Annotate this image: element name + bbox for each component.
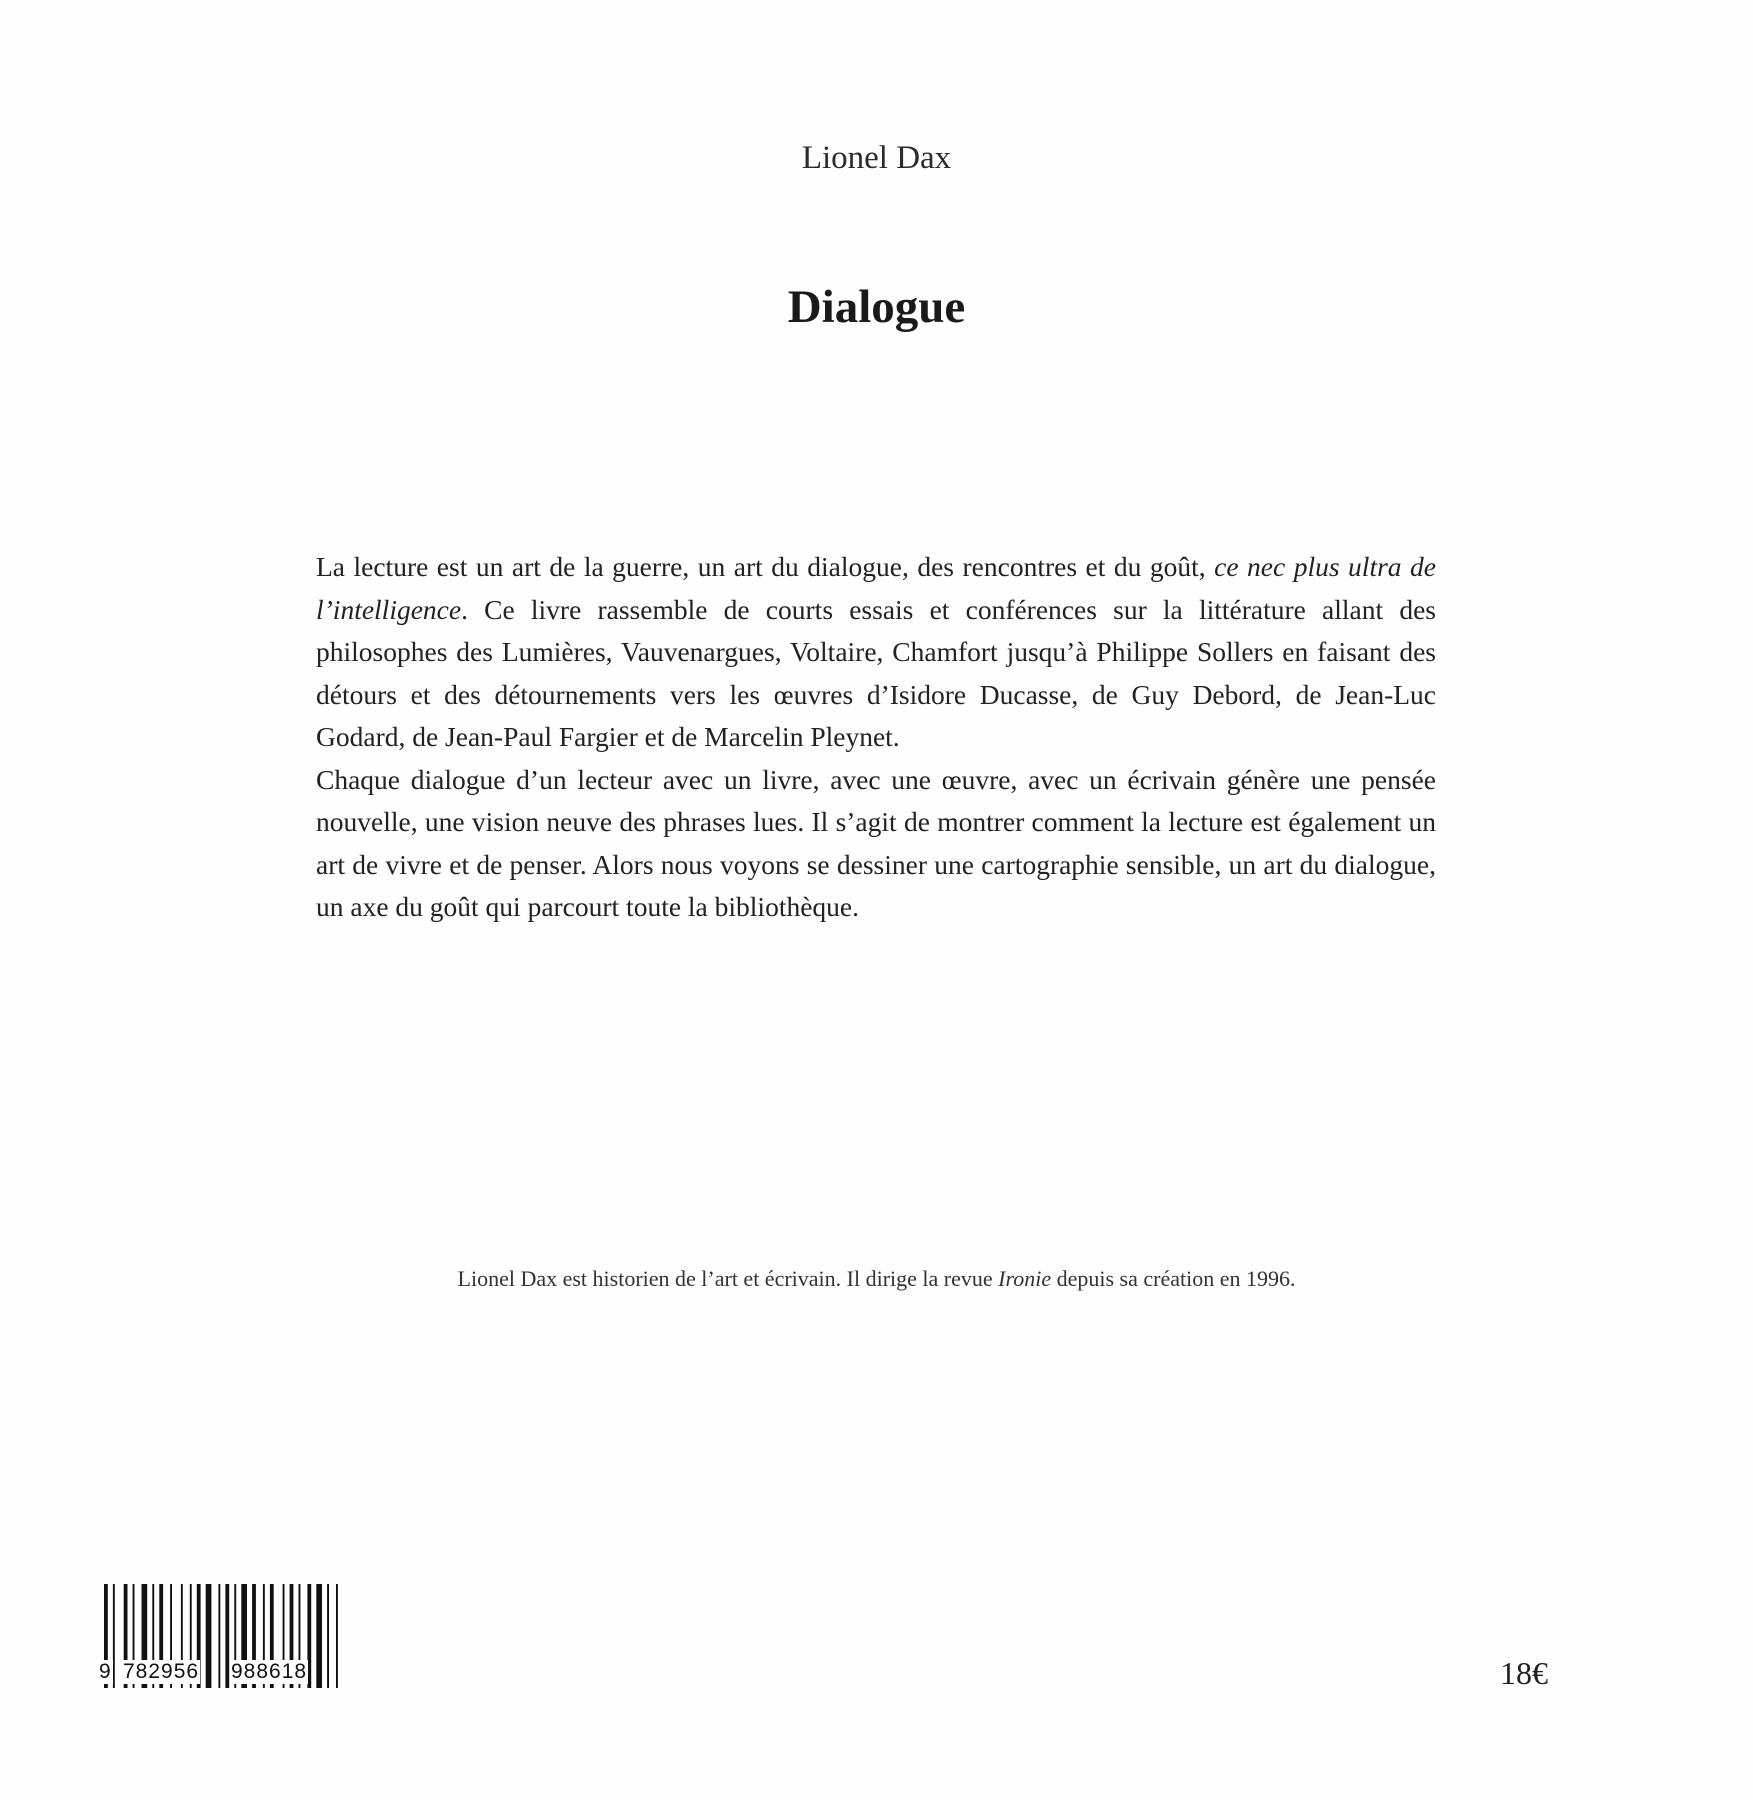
book-blurb xyxy=(316,546,1436,929)
journal-name: Ironie xyxy=(998,1266,1052,1291)
price-label: 18€ xyxy=(1500,1655,1548,1691)
blurb-quote: ce nec plus ultra de l’intelligence xyxy=(316,551,1436,625)
blurb-paragraph-2: Chaque dialogue d’un lecteur avec un livre, avec une œuvre, avec un écrivain génère une pensée nouvelle, une vision neuve des phrases lues. Il s’agit de montrer comment la lecture est également un art de vivre et de penser. Alors nous voyons se dessiner une cartographie sensible, un art du dialogue, un axe du goût qui parcourt toute la bibliothèque. xyxy=(316,763,1436,922)
barcode-first-digit: 9 xyxy=(99,1660,112,1683)
barcode-digits xyxy=(98,1660,348,1684)
barcode-right-group: 988618 xyxy=(231,1660,308,1683)
book-title: Dialogue xyxy=(787,281,966,333)
barcode-left-group: 782956 xyxy=(123,1660,200,1683)
author-name: Lionel Dax xyxy=(801,140,952,176)
author-bio: Lionel Dax est historien de l’art et écrivain. Il dirige la revue Ironie depuis sa création en 1996. xyxy=(457,1266,1296,1291)
blurb-paragraph-1: La lecture est un art de la guerre, un art du dialogue, des rencontres et du goût, ce nec plus ultra de l’intelligence. Ce livre rassemble de courts essais et conférences sur la littérature allant des philosophes des Lumières, Vauvenargues, Voltaire, Chamfort jusqu’à Philippe Sollers en faisant des détours et des détournements vers les œuvres d’Isidore Ducasse, de Guy Debord, de Jean-Luc Godard, de Jean-Paul Fargier et de Marcelin Pleynet. xyxy=(316,551,1436,752)
